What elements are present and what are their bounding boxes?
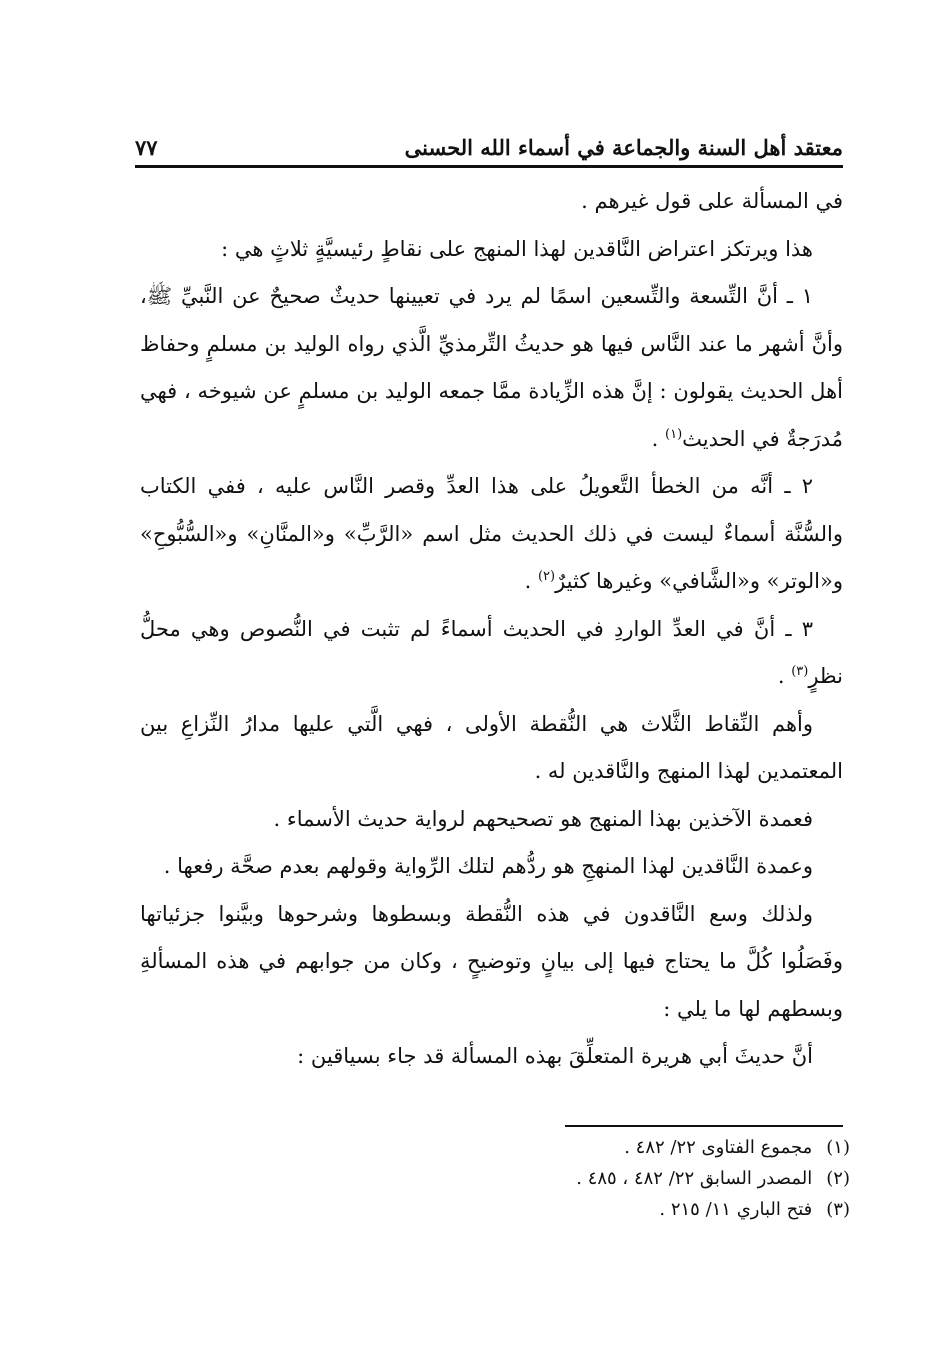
page-number: ٧٧ <box>135 135 158 160</box>
paragraph-6: وأهم النِّقاط الثَّلاث هي النُّقطة الأولى ، فهي الَّتي عليها مدارُ النِّزاعِ بين المعتمدين لهذا المنهج والنَّاقدين له . <box>140 711 843 783</box>
paragraph-1: في المسألة على قول غيرهم . <box>581 189 843 213</box>
footnote-item <box>440 1163 850 1194</box>
paragraph-10: أنَّ حديثَ أبي هريرة المتعلِّقَ بهذه المسألة قد جاء بسياقين : <box>297 1044 813 1068</box>
paragraph-point-1-text: ١ ـ أنَّ التِّسعة والتِّسعين اسمًا لم يرد في تعيينها حديثٌ صحيحٌ عن النَّبيِّ ﷺ، وأنَّ أشهر ما عند النَّاس فيها هو حديثُ التِّرمذيِّ الَّذي رواه الوليد بن مسلمٍ وحفاظ أهل الحديث يقولون : إنَّ هذه الزِّيادة ممَّا جمعه الوليد بن مسلمٍ عن شيوخه ، فهي مُدرَجةٌ في الحديث <box>140 284 843 451</box>
footnote-number: (١) <box>826 1137 850 1158</box>
footnote-ref-1: (١) <box>665 426 683 442</box>
paragraph-point-2-end: . <box>524 569 538 593</box>
footnote-text: المصدر السابق ٢٢/ ٤٨٢ ، ٤٨٥ . <box>576 1168 813 1189</box>
paragraph-point-1 <box>140 273 843 463</box>
running-title: معتقد أهل السنة والجماعة في أسماء الله الحسنى <box>404 135 843 160</box>
footnote-number: (٢) <box>826 1168 850 1189</box>
paragraph-2: هذا ويرتكز اعتراض النَّاقدين لهذا المنهج على نقاطٍ رئيسيَّةٍ ثلاثٍ هي : <box>221 236 813 261</box>
footnote-rule <box>565 1125 843 1127</box>
footnote-ref-3: (٣) <box>791 664 809 679</box>
paragraph-point-1-end: . <box>651 426 666 451</box>
paragraph-point-3-text: ٣ ـ أنَّ في العدِّ الواردِ في الحديث أسماءً لم تثبت في النُّصوص وهي محلُّ نظرٍ <box>140 616 843 688</box>
paragraph-point-2 <box>140 463 843 606</box>
paragraph-8: وعمدة النَّاقدين لهذا المنهجِ هو ردُّهم لتلك الرِّواية وقولهم بعدم صحَّة رفعها . <box>163 854 813 878</box>
footnote-text: فتح الباري ١١/ ٢١٥ . <box>659 1199 813 1220</box>
paragraph-point-3 <box>140 606 843 701</box>
page-header <box>135 120 843 160</box>
footnote-number: (٣) <box>826 1199 850 1220</box>
paragraph-9: ولذلك وسع النَّاقدون في هذه النُّقطة وبسطوها وشرحوها وبيَّنوا جزئياتها وفَصَلُوا كُلَّ ما يحتاج فيها إلى بيانٍ وتوضيحٍ ، وكان من جوابهم في هذه المسألةِ وبسطهم لها ما يلي : <box>140 901 843 1021</box>
paragraph-point-3-end: . <box>777 664 792 688</box>
footnote-item <box>440 1132 850 1163</box>
paragraph-point-2-text: ٢ ـ أنَّه من الخطأ التَّعويلُ على هذا العدِّ وقصر النَّاس عليه ، ففي الكتاب والسُّنَّة أسماءٌ ليست في ذلك الحديث مثل اسم «الرَّبِّ» و«المنَّانِ» و«السُّبُّوحِ» و«الوتر» و«الشَّافي» وغيرها كثيرٌ <box>140 474 843 593</box>
footnote-text: مجموع الفتاوى ٢٢/ ٤٨٢ . <box>624 1137 813 1158</box>
header-rule <box>135 165 843 168</box>
main-text <box>140 178 843 1081</box>
footnote-ref-2: (٢) <box>537 569 556 584</box>
footnotes <box>440 1132 850 1225</box>
paragraph-7: فعمدة الآخذين بهذا المنهج هو تصحيحهم لرواية حديث الأسماء . <box>273 806 813 831</box>
footnote-item <box>440 1194 850 1225</box>
